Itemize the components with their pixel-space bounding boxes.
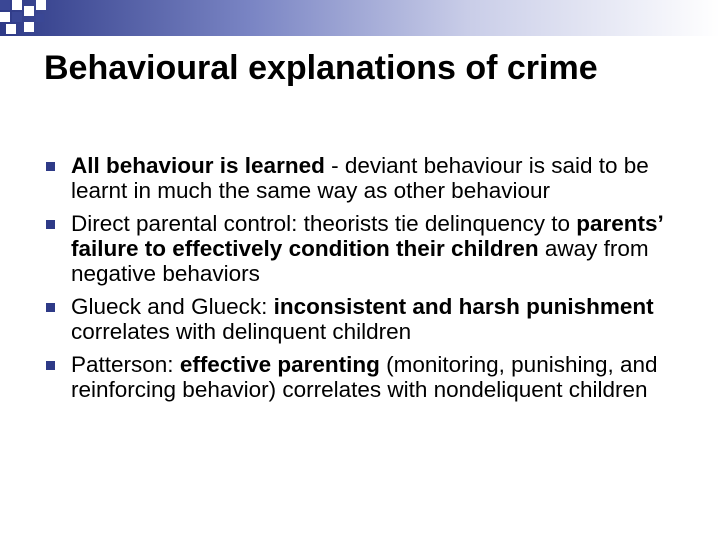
bullet-text-bold: inconsistent and harsh punishment [273, 294, 654, 319]
bullet-text: away from negative behaviors [71, 236, 649, 286]
bullet-text: - deviant behaviour is said to be learnt in much the same way as other behaviour [71, 153, 649, 203]
square-bullet-icon [46, 162, 55, 171]
slide-title: Behavioural explanations of crime [44, 49, 598, 87]
bullet-text: Patterson: [71, 352, 180, 377]
bullet-text-bold: parents’ failure to effectively condition their children [71, 211, 663, 261]
square-bullet-icon [46, 303, 55, 312]
bullet-text-bold: All behaviour is learned [71, 153, 325, 178]
bullet-text: Glueck and Glueck: [71, 294, 274, 319]
bullet-item [44, 352, 684, 402]
bullet-text-bold: effective parenting [179, 352, 380, 377]
bullet-list [44, 153, 684, 410]
square-bullet-icon [46, 220, 55, 229]
bullet-text: Direct parental control: theorists tie delinquency to [71, 211, 577, 236]
square-bullet-icon [46, 361, 55, 370]
bullet-item [44, 153, 684, 203]
bullet-text: (monitoring, punishing, and reinforcing behavior) correlates with nondeliquent children [71, 352, 658, 402]
bullet-item [44, 211, 684, 286]
bullet-text: correlates with delinquent children [71, 319, 412, 344]
header-gradient-bar [0, 0, 720, 36]
bullet-item [44, 294, 684, 344]
